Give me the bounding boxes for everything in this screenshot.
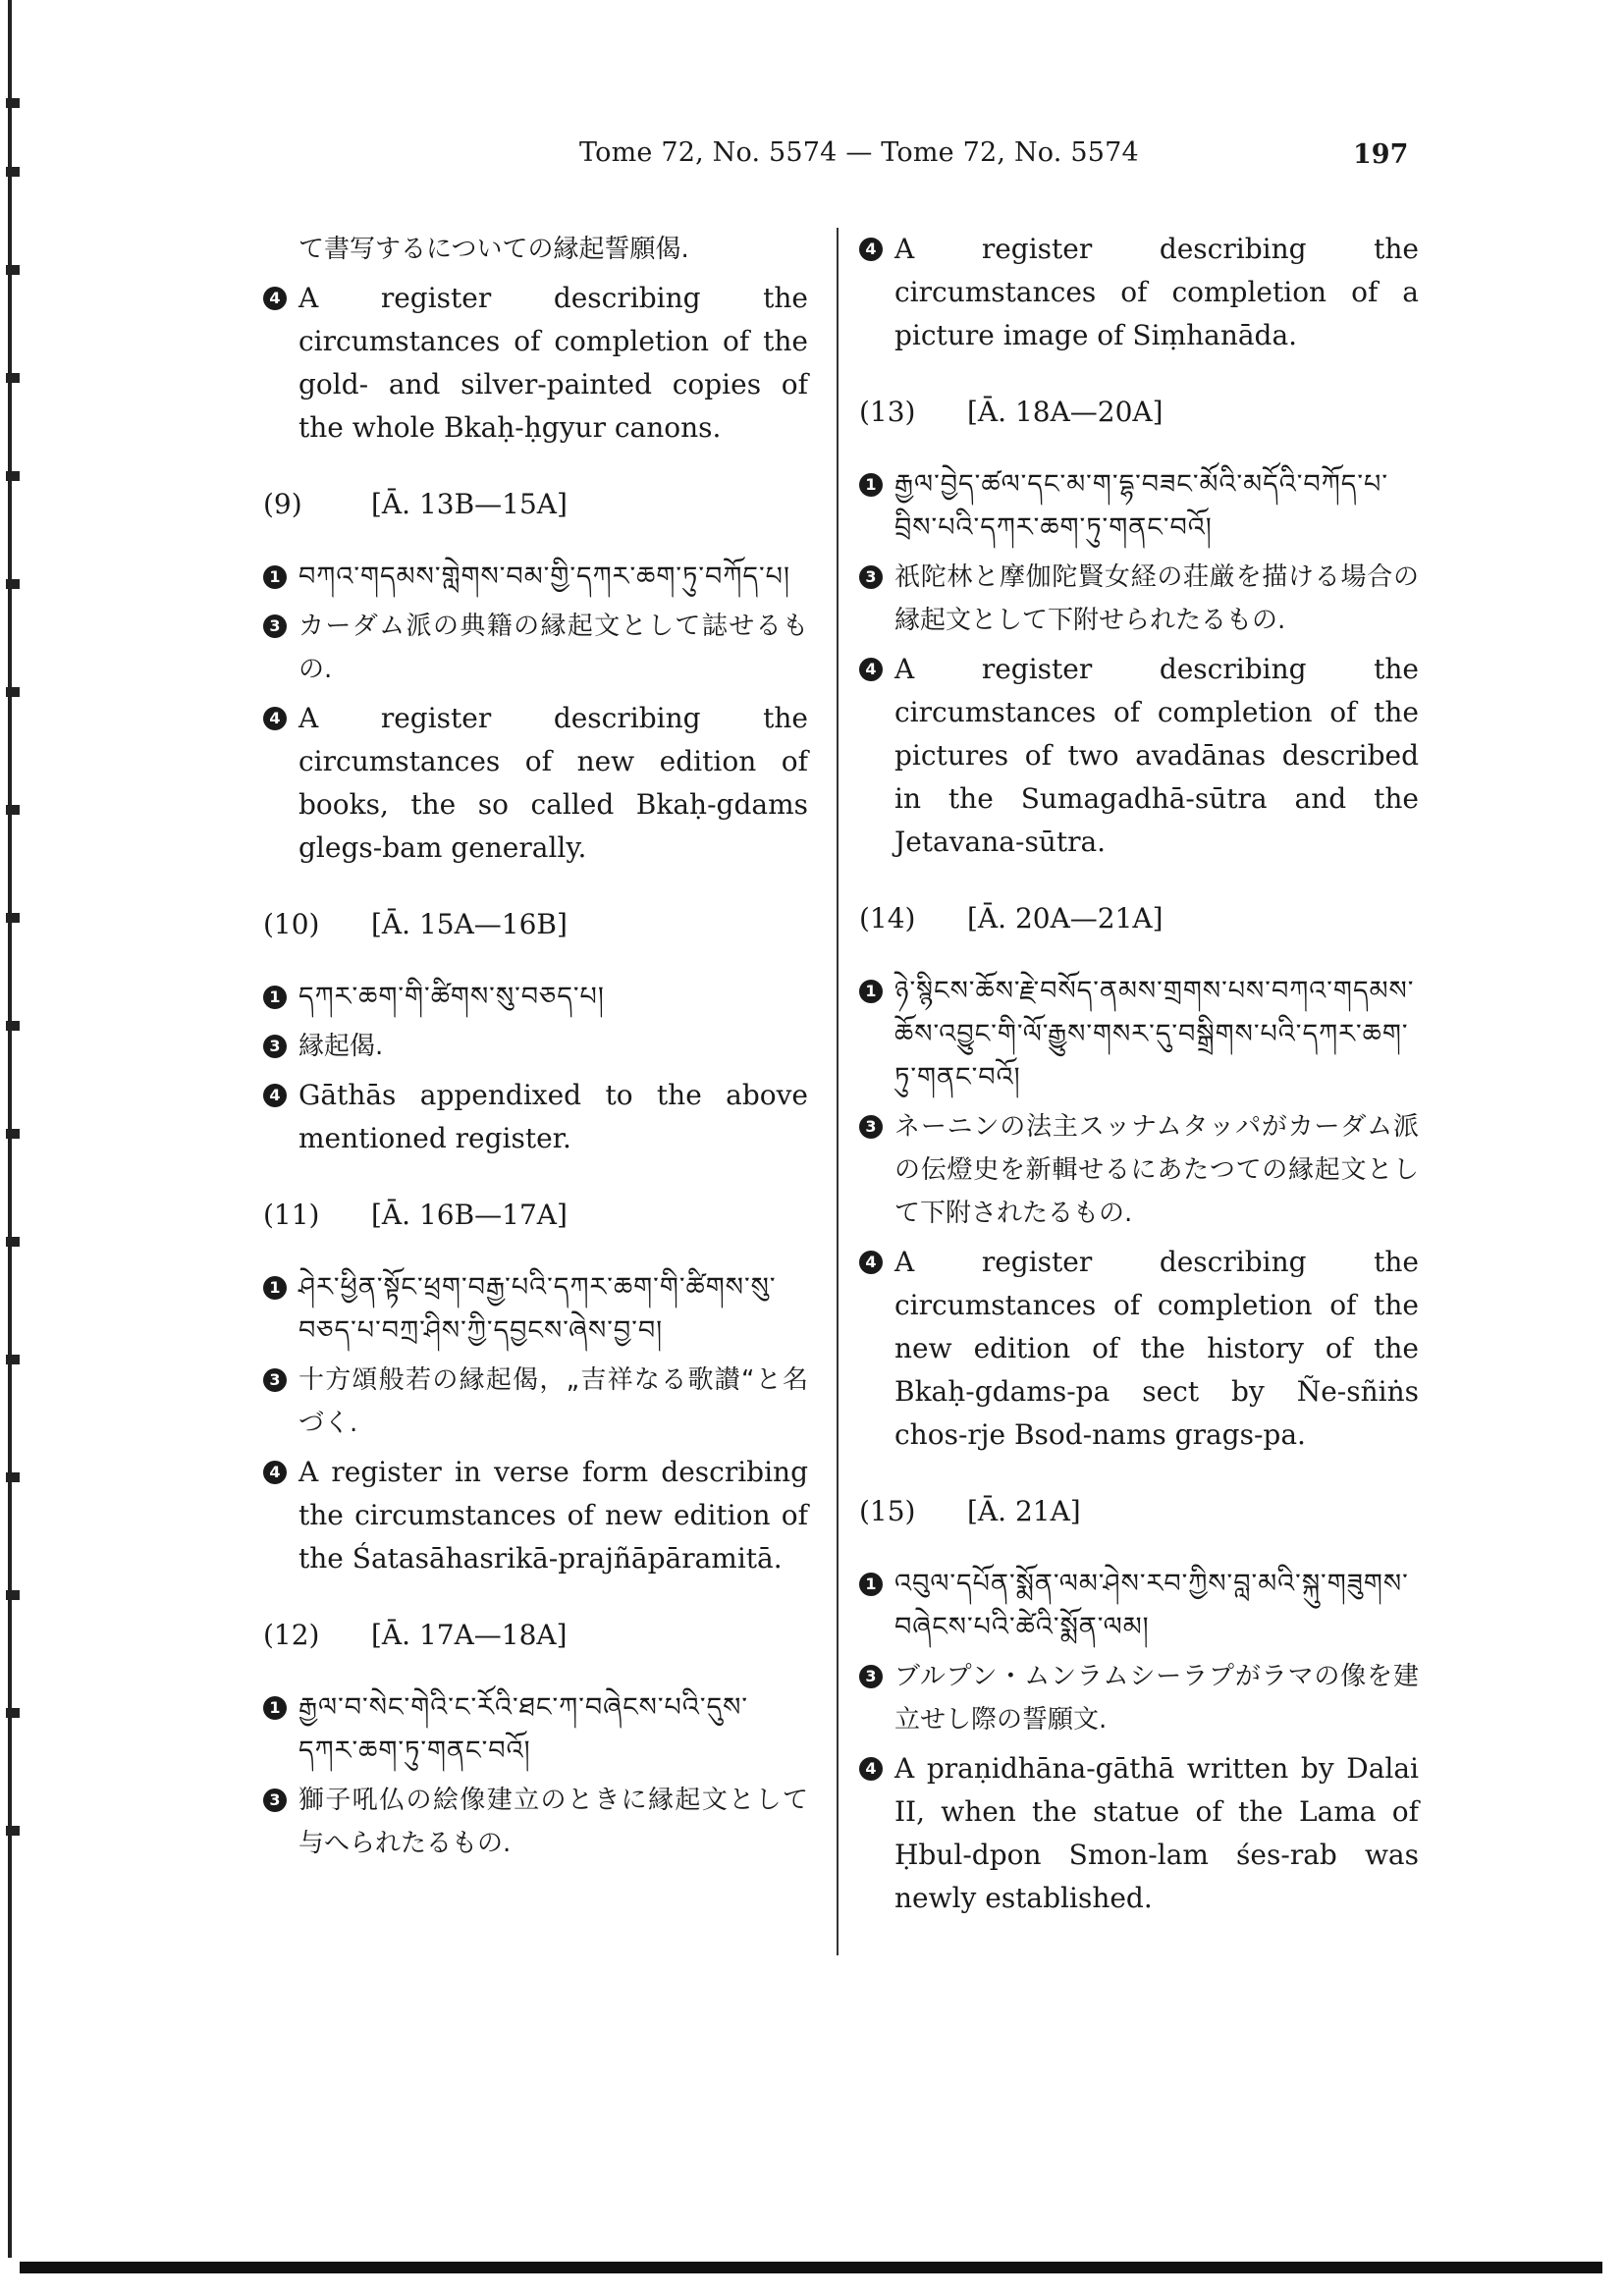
marker-3-icon: 3 bbox=[263, 1368, 287, 1392]
s15-jp: 3 ブルプン・ムンラムシーラプがラマの像を建立せし際の誓願文. bbox=[859, 1655, 1419, 1741]
s14-en: 4 A register describing the circumstances of completion of the new edition of the history of the Bkaḥ-gdams-pa sect by Ñe-sñiṅs chos-rje Bsod-nams grags-pa. bbox=[859, 1241, 1419, 1457]
section-heading-12: (12) [Ā. 17A—18A] bbox=[263, 1619, 568, 1651]
marker-3-icon: 3 bbox=[859, 1665, 883, 1688]
continuation-en-right: 4 A register describing the circumstances of completion of a picture image of Siṃhanāda. bbox=[859, 228, 1419, 357]
section-heading-13: (13) [Ā. 18A—20A] bbox=[859, 396, 1164, 428]
scan-bottom-edge bbox=[20, 2262, 1602, 2273]
section-heading-14: (14) [Ā. 20A—21A] bbox=[859, 902, 1164, 934]
s9-tibetan: 1 བཀའ་གདམས་གླེགས་བམ་གྱི་དཀར་ཆག་ཏུ་བཀོད་པ། bbox=[263, 556, 808, 599]
s9-en: 4 A register describing the circumstances of new edition of books, the so called Bkaḥ-gdams glegs-bam generally. bbox=[263, 697, 808, 870]
running-header: Tome 72, No. 5574 — Tome 72, No. 5574 bbox=[579, 137, 1139, 168]
section-heading-10: (10) [Ā. 15A—16B] bbox=[263, 908, 568, 940]
s10-jp: 3 縁起偈. bbox=[263, 1025, 808, 1068]
marker-4-icon: 4 bbox=[859, 238, 883, 261]
marker-4-icon: 4 bbox=[263, 1461, 287, 1484]
right-column bbox=[859, 228, 1419, 1926]
marker-1-icon: 1 bbox=[263, 1276, 287, 1300]
s11-en: 4 A register in verse form describing the circumstances of new edition of the Śatasāhasrikā-prajñāpāramitā. bbox=[263, 1451, 808, 1580]
marker-4-icon: 4 bbox=[263, 287, 287, 310]
marker-1-icon: 1 bbox=[263, 986, 287, 1009]
marker-1-icon: 1 bbox=[263, 1696, 287, 1720]
marker-4-icon: 4 bbox=[859, 1251, 883, 1274]
s10-tibetan: 1 དཀར་ཆག་གི་ཚིགས་སུ་བཅད་པ། bbox=[263, 976, 808, 1019]
s13-en: 4 A register describing the circumstances of completion of the pictures of two avadānas described in the Sumagadhā-sūtra and the Jetavana-sūtra. bbox=[859, 648, 1419, 864]
s10-en: 4 Gāthās appendixed to the above mentioned register. bbox=[263, 1074, 808, 1160]
column-divider bbox=[837, 228, 839, 1955]
marker-3-icon: 3 bbox=[263, 614, 287, 638]
page-number: 197 bbox=[1353, 139, 1409, 170]
continuation-en: 4 A register describing the circumstances of completion of the gold- and silver-painted copies of the whole Bkaḥ-ḥgyur canons. bbox=[263, 277, 808, 450]
marker-4-icon: 4 bbox=[263, 707, 287, 730]
s12-tibetan: 1 རྒྱལ་བ་སེང་གེའི་ང་རོའི་ཐང་ཀ་བཞེངས་པའི་དུས་དཀར་ཆག་ཏུ་གནང་བའོ། bbox=[263, 1686, 808, 1773]
section-heading-9: (9) [Ā. 13B—15A] bbox=[263, 488, 568, 520]
marker-3-icon: 3 bbox=[859, 565, 883, 589]
marker-3-icon: 3 bbox=[859, 1115, 883, 1139]
marker-4-icon: 4 bbox=[859, 658, 883, 681]
marker-3-icon: 3 bbox=[263, 1789, 287, 1812]
marker-4-icon: 4 bbox=[859, 1757, 883, 1781]
s11-tibetan: 1 ཤེར་ཕྱིན་སྟོང་ཕྲག་བརྒྱ་པའི་དཀར་ཆག་གི་ཚིགས་སུ་བཅད་པ་བཀྲ་ཤིས་ཀྱི་དབྱངས་ཞེས་བྱ་བ། bbox=[263, 1266, 808, 1353]
s12-jp: 3 獅子吼仏の絵像建立のときに縁起文として与へられたるもの. bbox=[263, 1779, 808, 1865]
s13-tibetan: 1 རྒྱལ་བྱེད་ཚལ་དང་མ་ག་དྷ་བཟང་མོའི་མདོའི་བཀོད་པ་བྲིས་པའི་དཀར་ཆག་ཏུ་གནང་བའོ། bbox=[859, 463, 1419, 550]
s15-tibetan: 1 འབུལ་དཔོན་སྨོན་ལམ་ཤེས་རབ་ཀྱིས་བླ་མའི་སྐུ་གཟུགས་བཞེངས་པའི་ཚེའི་སྨོན་ལམ། bbox=[859, 1563, 1419, 1649]
s15-en: 4 A praṇidhāna-gāthā written by Dalai II, when the statue of the Lama of Ḥbul-dpon Smon-lam śes-rab was newly established. bbox=[859, 1747, 1419, 1920]
s11-jp: 3 十方頌般若の縁起偈，„吉祥なる歌讃“と名づく. bbox=[263, 1359, 808, 1445]
s13-jp: 3 祇陀林と摩伽陀賢女経の荘厳を描ける場合の縁起文として下附せられたるもの. bbox=[859, 556, 1419, 642]
s9-jp: 3 カーダム派の典籍の縁起文として誌せるもの. bbox=[263, 605, 808, 691]
section-heading-15: (15) [Ā. 21A] bbox=[859, 1495, 1081, 1527]
marker-4-icon: 4 bbox=[263, 1084, 287, 1107]
marker-1-icon: 1 bbox=[859, 1573, 883, 1596]
marker-3-icon: 3 bbox=[263, 1035, 287, 1058]
section-heading-11: (11) [Ā. 16B—17A] bbox=[263, 1199, 568, 1231]
s14-tibetan: 1 ཉེ་སྙིངས་ཆོས་རྗེ་བསོད་ནམས་གྲགས་པས་བཀའ་གདམས་ཆོས་འབྱུང་གི་ལོ་རྒྱུས་གསར་དུ་བསྒྲིགས་པའི་དཀར་ཆག་ཏུ་གནང་བའོ། bbox=[859, 970, 1419, 1099]
marker-1-icon: 1 bbox=[859, 473, 883, 497]
marker-1-icon: 1 bbox=[263, 565, 287, 589]
marker-1-icon: 1 bbox=[859, 980, 883, 1003]
left-column bbox=[263, 228, 808, 1871]
continuation-jp: て書写するについての縁起誓願偈. bbox=[298, 235, 689, 264]
s14-jp: 3 ネーニンの法主スッナムタッパがカーダム派の伝燈史を新輯せるにあたつての縁起文として下附されたるもの. bbox=[859, 1105, 1419, 1235]
